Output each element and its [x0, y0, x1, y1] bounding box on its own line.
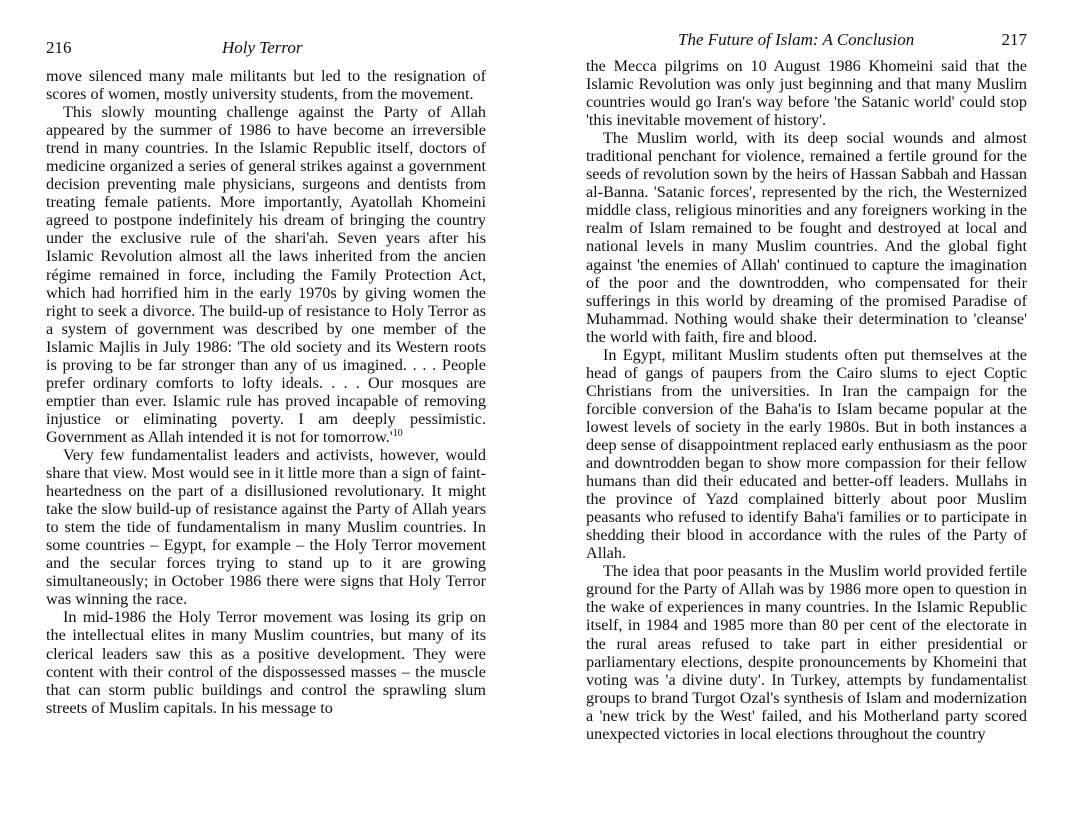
- paragraph-text: This slowly mounting challenge against the Party of Allah appeared by the summer of 1986 to have become an irreversible trend in many countries. In the Islamic Republic itself, doctors of medicine organized a series of general strikes against a government decision preventing male physicians, surgeons and dentists from treating female patients. More importantly, Ayatollah Khomeini agreed to postpone indefinitely his dream of bringing the country under the exclusive rule of the shari'ah. Seven years after his Islamic Revolution almost all the laws inherited from the ancien régime remained in force, including the Family Protection Act, which had horrified him in the early 1970s by giving women the right to seek a divorce. The build-up of resistance to Holy Terror as a system of government was described by one member of the Islamic Majlis in July 1986: 'The old society and its Western roots is proving to be far stronger than any of us imagined. . . . People prefer ordinary comforts to lofty ideals. . . . Our mosques are emptier than ever. Islamic rule has proved incapable of removing injustice or eliminating poverty. I am deeply pessimistic. Government as Allah intended it is not for tomorrow.': [46, 103, 486, 446]
- paragraph: The Muslim world, with its deep social wounds and almost traditional penchant for violence, remained a fertile ground for the seeds of revolution sown by the heirs of Hassan Sabbah and Hassan al-Banna. 'Satanic forces', represented by the rich, the Westernized middle class, religious minorities and any foreigners working in the realm of Islam remained to be fought and destroyed at local and national levels in many Muslim countries. And the global fight against 'the enemies of Allah' continued to capture the imagination of the poor and the downtrodden, who compensated for their sufferings in this world by dreaming of the promised Paradise of Muhammad. Nothing would shake their determination to 'cleanse' the world with faith, fire and blood.: [586, 129, 1027, 346]
- left-page: [46, 0, 486, 829]
- paragraph: move silenced many male militants but led to the resignation of scores of women, mostly university students, from the movement.: [46, 67, 486, 104]
- right-body-text: [586, 57, 1027, 743]
- paragraph: In mid-1986 the Holy Terror movement was losing its grip on the intellectual elites in many Muslim countries, but many of its clerical leaders saw this as a positive development. They were content with their control of the dispossessed masses – the muscle that can storm public buildings and control the sprawling slum streets of Muslim capitals. In his message to: [46, 608, 486, 717]
- right-page: [586, 0, 1027, 829]
- book-title-header: Holy Terror: [222, 38, 303, 57]
- paragraph: In Egypt, militant Muslim students often put themselves at the head of gangs of paupers from the Cairo slums to eject Coptic Christians from the universities. In Iran the campaign for the forcible conversion of the Baha'is to Islam became popular at the lowest levels of society in the early 1980s. But in both instances a deep sense of disappointment replaced early enthusiasm as the poor and downtrodden began to show more compassion for their fellow humans than did their educated and better-off leaders. Mullahs in the province of Yazd complained bitterly about poor Muslim peasants who refused to identify Baha'i families or to participate in shedding their blood in accordance with the rules of the Party of Allah.: [586, 345, 1027, 563]
- footnote-marker: 10: [392, 427, 403, 439]
- paragraph-with-footnote: [46, 103, 486, 446]
- paragraph: Very few fundamentalist leaders and activists, however, would share that view. Most would see in it little more than a sign of faint-heartedness on the part of a disillusioned revolutionary. It might take the slow build-up of resistance against the Party of Allah years to stem the tide of fundamentalism in many Muslim countries. In some countries – Egypt, for example – the Holy Terror movement and the secular forces trying to stand up to it are growing simultaneously; in October 1986 there were signs that Holy Terror was winning the race.: [46, 445, 486, 609]
- page-number-left: 216: [46, 38, 72, 57]
- left-running-head: [46, 38, 486, 66]
- right-running-head: [586, 30, 1027, 58]
- page-number-right: 217: [1001, 30, 1027, 49]
- paragraph: the Mecca pilgrims on 10 August 1986 Khomeini said that the Islamic Revolution was only just beginning and that many Muslim countries would go Iran's way before 'the Satanic world' could stop 'this inevitable movement of history'.: [586, 57, 1027, 130]
- paragraph: The idea that poor peasants in the Muslim world provided fertile ground for the Party of Allah was by 1986 more open to question in the wake of experiences in many countries. In the Islamic Republic itself, in 1984 and 1985 more than 80 per cent of the electorate in the rural areas refused to take part in either presidential or parliamentary elections, despite pronouncements by Khomeini that voting was 'a divine duty'. In Turkey, attempts by fundamentalist groups to brand Turgot Ozal's synthesis of Islam and modernization a 'new trick by the West' failed, and his Motherland party scored unexpected victories in local elections throughout the country: [586, 562, 1027, 743]
- left-body-text: [46, 67, 486, 717]
- chapter-title-header: The Future of Islam: A Conclusion: [678, 30, 915, 49]
